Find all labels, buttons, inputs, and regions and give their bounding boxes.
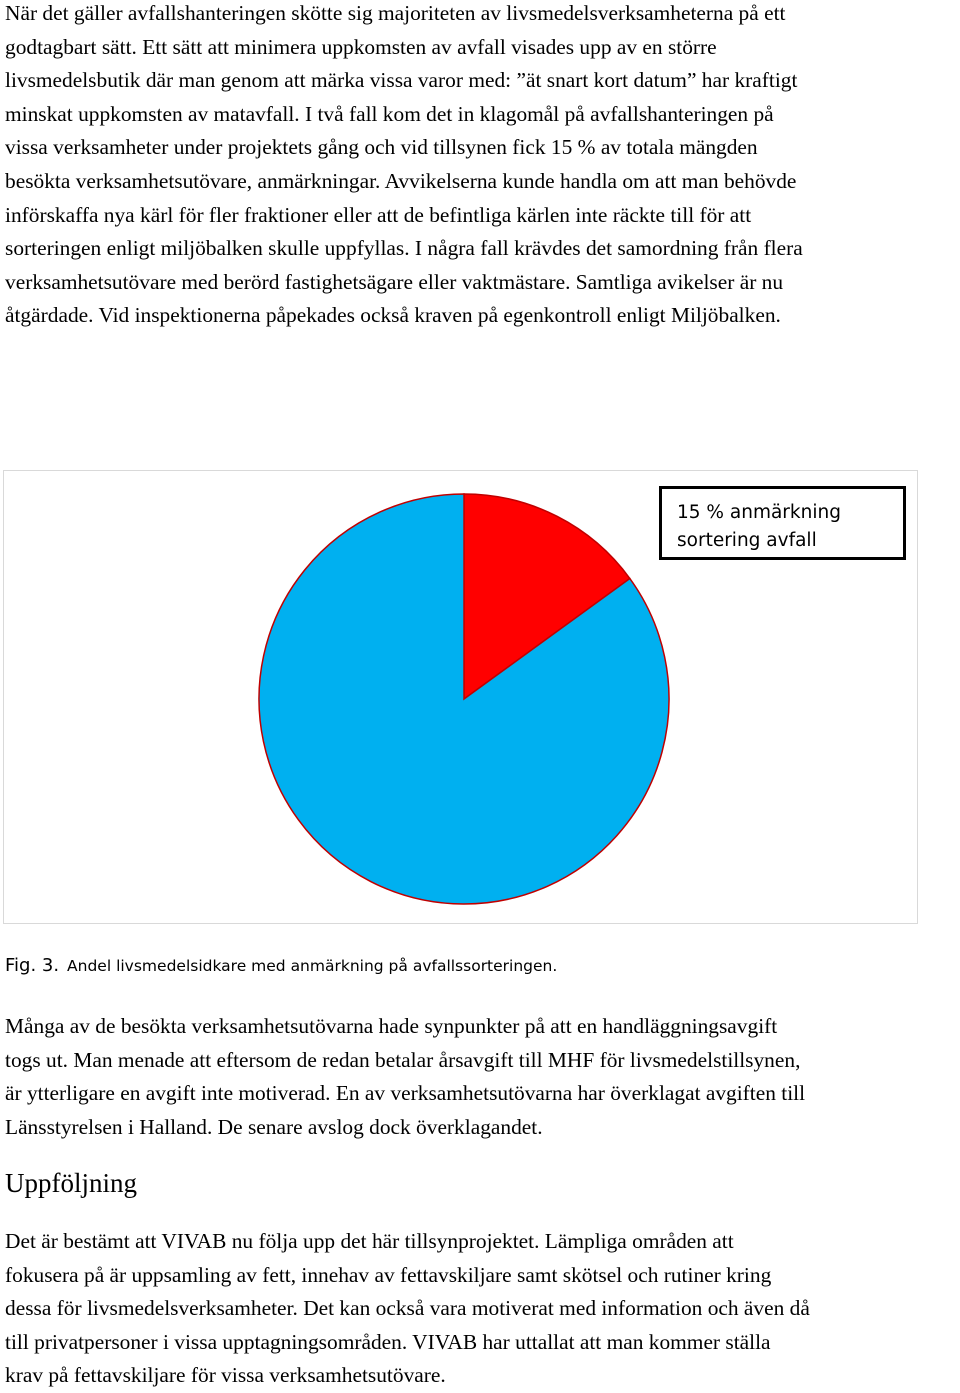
- text-line: åtgärdade. Vid inspektionerna påpekades också kraven på egenkontroll enligt Miljöbalken.: [5, 303, 781, 328]
- annotation-line: sortering avfall: [677, 530, 817, 551]
- paragraph-avfallshantering: [5, 0, 957, 333]
- chart-annotation-box: [659, 486, 906, 560]
- paragraph-avgift: [5, 1010, 957, 1144]
- paragraph-uppfoljning: [5, 1225, 957, 1393]
- text-line: När det gäller avfallshanteringen skötte sig majoriteten av livsmedelsverksamheterna på ett: [5, 1, 786, 25]
- text-line: Många av de besökta verksamhetsutövarna hade synpunkter på att en handläggningsavgift: [5, 1014, 778, 1038]
- text-line: Länsstyrelsen i Halland. De senare avslog dock överklagandet.: [5, 1114, 543, 1139]
- text-line: införskaffa nya kärl för fler fraktioner eller att de befintliga kärlen inte räckte till för att: [5, 202, 752, 227]
- figure-caption-text: Andel livsmedelsidkare med anmärkning på avfallssorteringen.: [67, 957, 558, 975]
- text-line: dessa för livsmedelsverksamheter. Det kan också vara motiverat med information och även då: [5, 1296, 810, 1321]
- pie-chart-frame: [3, 470, 918, 924]
- text-line: krav på fettavskiljare för vissa verksamhetsutövare.: [5, 1363, 446, 1388]
- text-line: livsmedelsbutik där man genom att märka vissa varor med: ”ät snart kort datum” har kraftigt: [5, 68, 798, 93]
- figure-caption: [5, 955, 557, 976]
- text-line: Det är bestämt att VIVAB nu följa upp det här tillsynprojektet. Lämpliga områden att: [5, 1229, 734, 1253]
- text-line: togs ut. Man menade att eftersom de redan betalar årsavgift till MHF för livsmedelstillsynen,: [5, 1047, 801, 1072]
- text-line: vissa verksamheter under projektets gång och vid tillsynen fick 15 % av totala mängden: [5, 135, 758, 160]
- text-line: verksamhetsutövare med berörd fastighetsägare eller vaktmästare. Samtliga avikelser är nu: [5, 269, 784, 294]
- text-line: sorteringen enligt miljöbalken skulle uppfyllas. I några fall krävdes det samordning från flera: [5, 236, 803, 261]
- text-line: är ytterligare en avgift inte motiverad. En av verksamhetsutövarna har överklagat avgiften till: [5, 1081, 806, 1106]
- text-line: till privatpersoner i vissa upptagningsområden. VIVAB har uttallat att man kommer ställa: [5, 1329, 771, 1354]
- text-line: minskat uppkomsten av matavfall. I två fall kom det in klagomål på avfallshanteringen på: [5, 101, 774, 126]
- text-line: besökta verksamhetsutövare, anmärkningar. Avvikelserna kunde handla om att man behövde: [5, 168, 797, 193]
- text-line: godtagbart sätt. Ett sätt att minimera uppkomsten av avfall visades upp av en större: [5, 34, 717, 59]
- section-heading: Uppföljning: [5, 1168, 137, 1198]
- annotation-line: 15 % anmärkning: [677, 502, 841, 523]
- text-line: fokusera på är uppsamling av fett, innehav av fettavskiljare samt skötsel och rutiner kring: [5, 1262, 772, 1287]
- figure-label: Fig. 3.: [5, 955, 60, 976]
